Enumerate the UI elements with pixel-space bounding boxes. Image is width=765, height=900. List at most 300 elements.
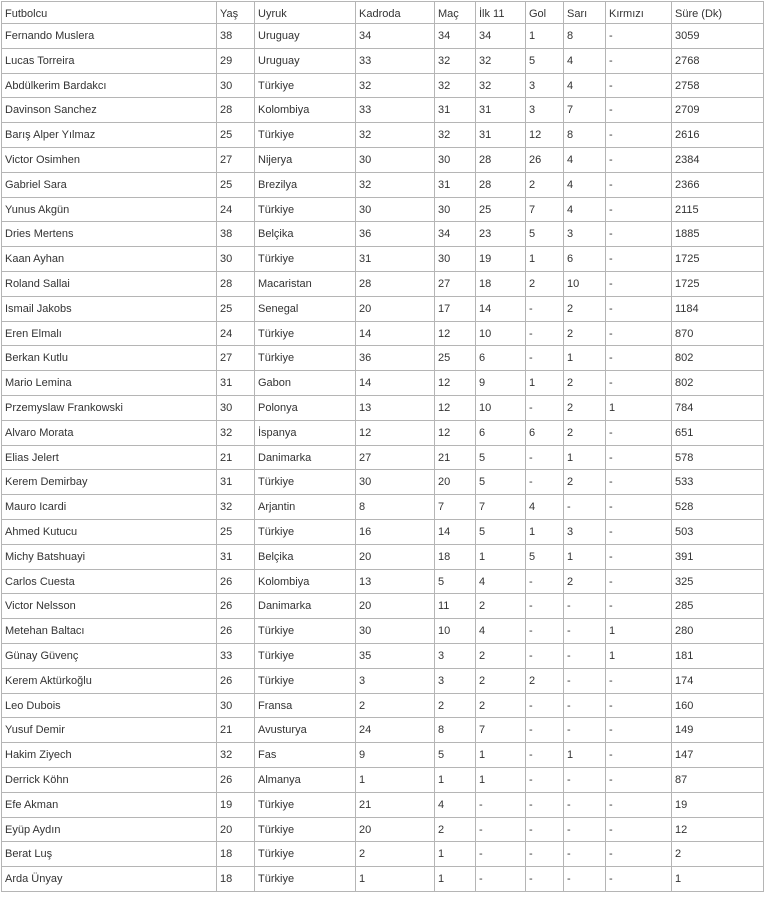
age-cell: 19 [217,792,255,817]
matches-cell: 8 [435,718,476,743]
yellow-cards-cell: 4 [564,172,606,197]
in-squad-cell: 30 [356,147,435,172]
minutes-cell: 503 [672,519,764,544]
table-row [2,197,764,222]
minutes-cell: 2768 [672,48,764,73]
table-row [2,123,764,148]
player-cell: Kerem Demirbay [2,470,217,495]
goals-cell: - [526,395,564,420]
minutes-cell: 87 [672,767,764,792]
header-red-cards: Kırmızı [606,2,672,24]
minutes-cell: 2366 [672,172,764,197]
goals-cell: 7 [526,197,564,222]
minutes-cell: 181 [672,643,764,668]
table-row [2,296,764,321]
age-cell: 24 [217,321,255,346]
yellow-cards-cell: - [564,867,606,892]
in-squad-cell: 27 [356,445,435,470]
in-squad-cell: 35 [356,643,435,668]
yellow-cards-cell: 8 [564,123,606,148]
yellow-cards-cell: 10 [564,271,606,296]
player-cell: Victor Nelsson [2,594,217,619]
yellow-cards-cell: 2 [564,321,606,346]
starting-eleven-cell: 9 [476,371,526,396]
matches-cell: 27 [435,271,476,296]
age-cell: 30 [217,73,255,98]
nationality-cell: Türkiye [255,321,356,346]
player-cell: Victor Osimhen [2,147,217,172]
nationality-cell: Senegal [255,296,356,321]
player-cell: Roland Sallai [2,271,217,296]
in-squad-cell: 2 [356,693,435,718]
matches-cell: 32 [435,123,476,148]
nationality-cell: Kolombiya [255,569,356,594]
table-row [2,73,764,98]
nationality-cell: Danimarka [255,445,356,470]
player-cell: Arda Ünyay [2,867,217,892]
player-cell: Gabriel Sara [2,172,217,197]
yellow-cards-cell: - [564,643,606,668]
age-cell: 31 [217,371,255,396]
table-row [2,98,764,123]
in-squad-cell: 1 [356,867,435,892]
nationality-cell: Almanya [255,767,356,792]
starting-eleven-cell: 34 [476,24,526,49]
age-cell: 21 [217,445,255,470]
minutes-cell: 285 [672,594,764,619]
nationality-cell: Türkiye [255,123,356,148]
minutes-cell: 2758 [672,73,764,98]
player-cell: Hakim Ziyech [2,743,217,768]
player-cell: Mario Lemina [2,371,217,396]
nationality-cell: Brezilya [255,172,356,197]
table-row [2,470,764,495]
matches-cell: 30 [435,147,476,172]
red-cards-cell: - [606,495,672,520]
minutes-cell: 391 [672,544,764,569]
nationality-cell: Türkiye [255,346,356,371]
starting-eleven-cell: 18 [476,271,526,296]
minutes-cell: 870 [672,321,764,346]
in-squad-cell: 33 [356,48,435,73]
minutes-cell: 2384 [672,147,764,172]
in-squad-cell: 8 [356,495,435,520]
red-cards-cell: - [606,718,672,743]
starting-eleven-cell: 5 [476,445,526,470]
in-squad-cell: 30 [356,197,435,222]
red-cards-cell: - [606,24,672,49]
age-cell: 26 [217,569,255,594]
age-cell: 28 [217,271,255,296]
starting-eleven-cell: 28 [476,172,526,197]
age-cell: 26 [217,767,255,792]
yellow-cards-cell: 4 [564,197,606,222]
matches-cell: 34 [435,24,476,49]
table-row [2,817,764,842]
yellow-cards-cell: - [564,594,606,619]
goals-cell: - [526,767,564,792]
age-cell: 26 [217,594,255,619]
age-cell: 26 [217,668,255,693]
player-cell: Mauro Icardi [2,495,217,520]
matches-cell: 11 [435,594,476,619]
nationality-cell: Türkiye [255,519,356,544]
player-cell: Barış Alper Yılmaz [2,123,217,148]
table-row [2,743,764,768]
player-cell: Berat Luş [2,842,217,867]
minutes-cell: 149 [672,718,764,743]
table-row [2,668,764,693]
table-row [2,643,764,668]
yellow-cards-cell: 1 [564,743,606,768]
red-cards-cell: - [606,197,672,222]
in-squad-cell: 13 [356,395,435,420]
nationality-cell: Belçika [255,222,356,247]
red-cards-cell: - [606,321,672,346]
nationality-cell: Fransa [255,693,356,718]
goals-cell: 5 [526,222,564,247]
minutes-cell: 2115 [672,197,764,222]
starting-eleven-cell: - [476,867,526,892]
matches-cell: 20 [435,470,476,495]
starting-eleven-cell: 1 [476,767,526,792]
goals-cell: - [526,693,564,718]
red-cards-cell: - [606,420,672,445]
player-cell: Yunus Akgün [2,197,217,222]
starting-eleven-cell: 10 [476,395,526,420]
goals-cell: 4 [526,495,564,520]
yellow-cards-cell: 1 [564,544,606,569]
age-cell: 18 [217,867,255,892]
matches-cell: 3 [435,668,476,693]
minutes-cell: 19 [672,792,764,817]
red-cards-cell: - [606,296,672,321]
in-squad-cell: 20 [356,594,435,619]
matches-cell: 12 [435,395,476,420]
header-in-squad: Kadroda [356,2,435,24]
header-nationality: Uyruk [255,2,356,24]
red-cards-cell: - [606,792,672,817]
red-cards-cell: - [606,569,672,594]
minutes-cell: 651 [672,420,764,445]
matches-cell: 1 [435,842,476,867]
in-squad-cell: 33 [356,98,435,123]
in-squad-cell: 9 [356,743,435,768]
table-row [2,222,764,247]
red-cards-cell: - [606,842,672,867]
nationality-cell: Türkiye [255,842,356,867]
player-stats-table [1,1,764,892]
age-cell: 30 [217,247,255,272]
table-row [2,48,764,73]
table-row [2,718,764,743]
table-row [2,767,764,792]
goals-cell: - [526,594,564,619]
yellow-cards-cell: 1 [564,346,606,371]
table-row [2,594,764,619]
nationality-cell: Türkiye [255,792,356,817]
starting-eleven-cell: 23 [476,222,526,247]
yellow-cards-cell: 3 [564,519,606,544]
red-cards-cell: - [606,271,672,296]
in-squad-cell: 34 [356,24,435,49]
goals-cell: - [526,445,564,470]
in-squad-cell: 30 [356,470,435,495]
in-squad-cell: 20 [356,544,435,569]
red-cards-cell: - [606,123,672,148]
starting-eleven-cell: 2 [476,643,526,668]
starting-eleven-cell: - [476,792,526,817]
player-cell: Yusuf Demir [2,718,217,743]
table-row [2,172,764,197]
starting-eleven-cell: 1 [476,743,526,768]
in-squad-cell: 32 [356,123,435,148]
yellow-cards-cell: - [564,718,606,743]
in-squad-cell: 28 [356,271,435,296]
starting-eleven-cell: 7 [476,495,526,520]
goals-cell: 1 [526,247,564,272]
player-cell: Davinson Sanchez [2,98,217,123]
age-cell: 25 [217,172,255,197]
starting-eleven-cell: 4 [476,619,526,644]
minutes-cell: 1184 [672,296,764,321]
player-cell: Dries Mertens [2,222,217,247]
starting-eleven-cell: - [476,817,526,842]
nationality-cell: Gabon [255,371,356,396]
age-cell: 32 [217,495,255,520]
starting-eleven-cell: 1 [476,544,526,569]
in-squad-cell: 14 [356,321,435,346]
red-cards-cell: - [606,247,672,272]
table-row [2,24,764,49]
yellow-cards-cell: 2 [564,569,606,594]
in-squad-cell: 16 [356,519,435,544]
age-cell: 25 [217,296,255,321]
red-cards-cell: - [606,743,672,768]
starting-eleven-cell: 2 [476,668,526,693]
matches-cell: 31 [435,98,476,123]
red-cards-cell: - [606,346,672,371]
minutes-cell: 1725 [672,271,764,296]
red-cards-cell: - [606,371,672,396]
table-row [2,395,764,420]
in-squad-cell: 36 [356,222,435,247]
table-row [2,842,764,867]
table-row [2,371,764,396]
nationality-cell: Türkiye [255,470,356,495]
nationality-cell: Türkiye [255,643,356,668]
header-yellow-cards: Sarı [564,2,606,24]
nationality-cell: Türkiye [255,197,356,222]
age-cell: 30 [217,395,255,420]
matches-cell: 5 [435,569,476,594]
age-cell: 32 [217,420,255,445]
yellow-cards-cell: 2 [564,470,606,495]
matches-cell: 4 [435,792,476,817]
in-squad-cell: 36 [356,346,435,371]
matches-cell: 7 [435,495,476,520]
header-goals: Gol [526,2,564,24]
age-cell: 21 [217,718,255,743]
player-cell: Derrick Köhn [2,767,217,792]
in-squad-cell: 3 [356,668,435,693]
nationality-cell: Polonya [255,395,356,420]
age-cell: 28 [217,98,255,123]
starting-eleven-cell: 31 [476,98,526,123]
player-cell: Kerem Aktürkoğlu [2,668,217,693]
minutes-cell: 280 [672,619,764,644]
age-cell: 18 [217,842,255,867]
minutes-cell: 174 [672,668,764,693]
age-cell: 25 [217,519,255,544]
yellow-cards-cell: 2 [564,371,606,396]
yellow-cards-cell: - [564,619,606,644]
yellow-cards-cell: - [564,495,606,520]
age-cell: 38 [217,222,255,247]
minutes-cell: 3059 [672,24,764,49]
age-cell: 27 [217,147,255,172]
red-cards-cell: - [606,767,672,792]
matches-cell: 2 [435,693,476,718]
age-cell: 25 [217,123,255,148]
matches-cell: 12 [435,420,476,445]
age-cell: 38 [217,24,255,49]
starting-eleven-cell: 32 [476,73,526,98]
player-cell: Ismail Jakobs [2,296,217,321]
matches-cell: 14 [435,519,476,544]
starting-eleven-cell: 10 [476,321,526,346]
goals-cell: - [526,743,564,768]
table-row [2,247,764,272]
starting-eleven-cell: 19 [476,247,526,272]
minutes-cell: 1 [672,867,764,892]
table-row [2,544,764,569]
minutes-cell: 147 [672,743,764,768]
matches-cell: 12 [435,371,476,396]
in-squad-cell: 32 [356,73,435,98]
matches-cell: 30 [435,247,476,272]
table-row [2,321,764,346]
matches-cell: 25 [435,346,476,371]
table-header [2,2,764,24]
goals-cell: 26 [526,147,564,172]
player-cell: Eyüp Aydın [2,817,217,842]
minutes-cell: 802 [672,346,764,371]
nationality-cell: Danimarka [255,594,356,619]
red-cards-cell: - [606,817,672,842]
age-cell: 33 [217,643,255,668]
age-cell: 26 [217,619,255,644]
goals-cell: - [526,643,564,668]
table-row [2,147,764,172]
matches-cell: 21 [435,445,476,470]
goals-cell: 1 [526,24,564,49]
red-cards-cell: - [606,147,672,172]
nationality-cell: Nijerya [255,147,356,172]
matches-cell: 32 [435,73,476,98]
minutes-cell: 2616 [672,123,764,148]
matches-cell: 32 [435,48,476,73]
in-squad-cell: 21 [356,792,435,817]
player-cell: Berkan Kutlu [2,346,217,371]
player-cell: Abdülkerim Bardakcı [2,73,217,98]
goals-cell: 12 [526,123,564,148]
header-row [2,2,764,24]
age-cell: 31 [217,544,255,569]
yellow-cards-cell: 2 [564,395,606,420]
player-cell: Carlos Cuesta [2,569,217,594]
goals-cell: 2 [526,271,564,296]
header-player: Futbolcu [2,2,217,24]
matches-cell: 1 [435,867,476,892]
age-cell: 29 [217,48,255,73]
starting-eleven-cell: 31 [476,123,526,148]
goals-cell: 1 [526,519,564,544]
red-cards-cell: - [606,48,672,73]
goals-cell: - [526,346,564,371]
goals-cell: - [526,817,564,842]
red-cards-cell: - [606,693,672,718]
minutes-cell: 12 [672,817,764,842]
table-row [2,867,764,892]
nationality-cell: Fas [255,743,356,768]
starting-eleven-cell: 6 [476,346,526,371]
red-cards-cell: - [606,445,672,470]
header-matches: Maç [435,2,476,24]
red-cards-cell: - [606,594,672,619]
goals-cell: - [526,296,564,321]
player-cell: Michy Batshuayi [2,544,217,569]
in-squad-cell: 13 [356,569,435,594]
yellow-cards-cell: - [564,817,606,842]
matches-cell: 5 [435,743,476,768]
yellow-cards-cell: - [564,792,606,817]
nationality-cell: Türkiye [255,867,356,892]
player-cell: Fernando Muslera [2,24,217,49]
goals-cell: - [526,619,564,644]
age-cell: 31 [217,470,255,495]
matches-cell: 1 [435,767,476,792]
matches-cell: 10 [435,619,476,644]
starting-eleven-cell: 2 [476,693,526,718]
starting-eleven-cell: 28 [476,147,526,172]
goals-cell: - [526,321,564,346]
yellow-cards-cell: 2 [564,420,606,445]
nationality-cell: Avusturya [255,718,356,743]
minutes-cell: 2 [672,842,764,867]
table-row [2,519,764,544]
starting-eleven-cell: - [476,842,526,867]
starting-eleven-cell: 7 [476,718,526,743]
age-cell: 20 [217,817,255,842]
in-squad-cell: 1 [356,767,435,792]
player-cell: Przemyslaw Frankowski [2,395,217,420]
red-cards-cell: - [606,519,672,544]
nationality-cell: Türkiye [255,73,356,98]
player-cell: Eren Elmalı [2,321,217,346]
starting-eleven-cell: 25 [476,197,526,222]
player-cell: Ahmed Kutucu [2,519,217,544]
table-row [2,495,764,520]
header-minutes: Süre (Dk) [672,2,764,24]
nationality-cell: Türkiye [255,247,356,272]
minutes-cell: 2709 [672,98,764,123]
yellow-cards-cell: 4 [564,73,606,98]
goals-cell: - [526,718,564,743]
red-cards-cell: - [606,544,672,569]
red-cards-cell: - [606,470,672,495]
goals-cell: 2 [526,668,564,693]
